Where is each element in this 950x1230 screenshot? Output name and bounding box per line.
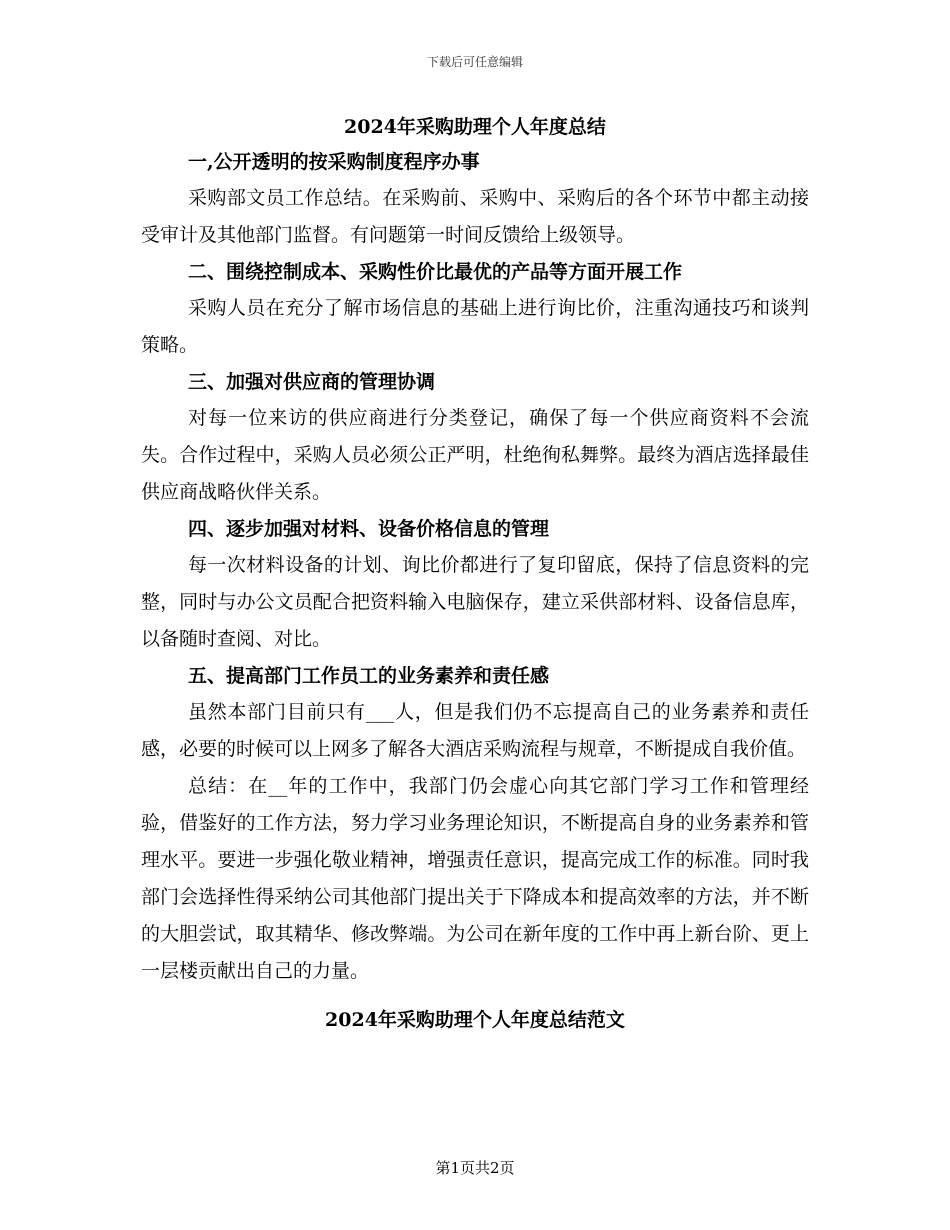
document-title: 2024年采购助理个人年度总结 [344,116,606,138]
section-1-heading: 一,公开透明的按采购制度程序办事 [188,151,480,173]
section-2-body: 采购人员在充分了解市场信息的基础上进行询比价，注重沟通技巧和谈判策略。 [141,297,809,356]
section-5-heading: 五、提高部门工作员工的业务素养和责任感 [188,665,550,687]
section-4-heading: 四、逐步加强对材料、设备价格信息的管理 [188,518,550,540]
section-1-body: 采购部文员工作总结。在采购前、采购中、采购后的各个环节中都主动接受审计及其他部门监督。有问题第一时间反馈给上级领导。 [141,187,809,246]
section-4-body: 每一次材料设备的计划、询比价都进行了复印留底，保持了信息资料的完整，同时与办公文员配合把资料输入电脑保存，建立采供部材料、设备信息库，以备随时查阅、对比。 [141,554,809,650]
section-3-body: 对每一位来访的供应商进行分类登记，确保了每一个供应商资料不会流失。合作过程中，采购人员必须公正严明，杜绝徇私舞弊。最终为酒店选择最佳供应商战略伙伴关系。 [141,407,809,503]
page-footer: 第1页共2页 [435,1159,515,1177]
closing-title: 2024年采购助理个人年度总结范文 [325,1009,625,1031]
section-3-heading: 三、加强对供应商的管理协调 [188,371,436,393]
section-5-body: 虽然本部门目前只有___人，但是我们仍不忘提高自己的业务素养和责任感，必要的时候可以上网多了解各大酒店采购流程与规章，不断提成自我价值。 [141,701,809,760]
section-2-heading: 二、围绕控制成本、采购性价比最优的产品等方面开展工作 [188,261,683,283]
summary-paragraph: 总结：在__年的工作中，我部门仍会虚心向其它部门学习工作和管理经验，借鉴好的工作方法，努力学习业务理论知识，不断提高自身的业务素养和管理水平。要进一步强化敬业精神，增强责任意识，提高完成工作的标准。同时我部门会选择性得采纳公司其他部门提出关于下降成本和提高效率的方法，并不断的大胆尝试，取其精华、修改弊端。为公司在新年度的工作中再上新台阶、更上一层楼贡献出自己的力量。 [141,775,809,982]
document-body [141,110,809,1040]
header-note: 下载后可任意编辑 [426,55,523,69]
